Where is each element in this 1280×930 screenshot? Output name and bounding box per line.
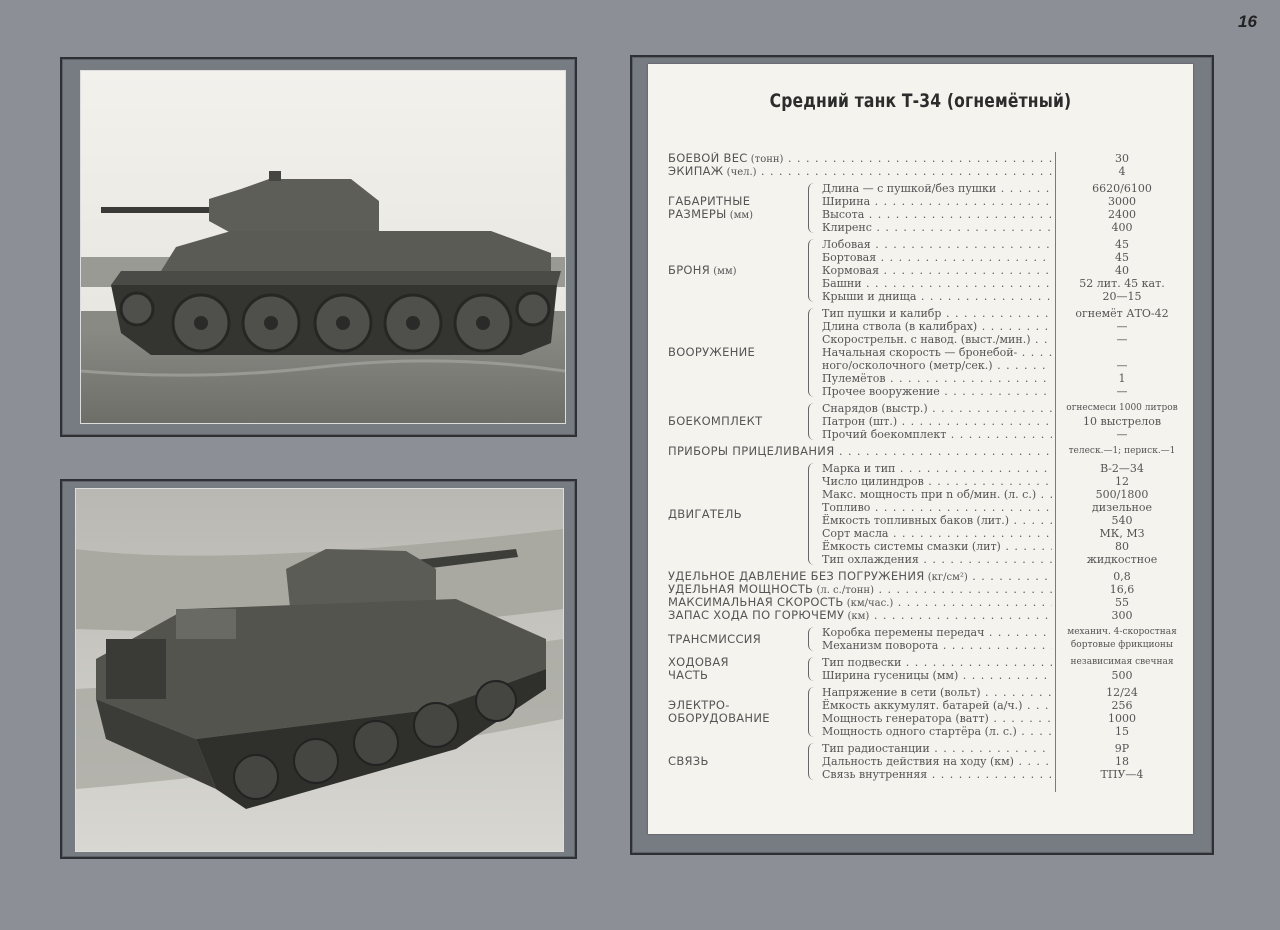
spec-value: 2400 [1108, 208, 1136, 221]
brace [808, 743, 819, 780]
spec-category: БРОНЯ (мм) [668, 263, 737, 277]
spec-value: механич. 4-скоростная [1067, 627, 1177, 637]
spec-value: 15 [1115, 725, 1129, 738]
spec-category: ГАБАРИТНЫЕ РАЗМЕРЫ (мм) [668, 194, 754, 221]
spec-label: Напряжение в сети (вольт) . . . [822, 686, 1052, 699]
spec-label: Патрон (шт.) . . . [822, 415, 1052, 428]
spec-label: Тип охлаждения . . . [822, 553, 1052, 566]
spec-value: 400 [1111, 221, 1133, 234]
spec-label: Снарядов (выстр.) . . . [822, 402, 1052, 415]
spec-label: ПРИБОРЫ ПРИЦЕЛИВАНИЯ . . . [668, 445, 1052, 458]
spec-label: ЭКИПАЖ (чел.) . . . [668, 165, 1052, 179]
spec-value: — [1116, 359, 1128, 372]
spec-value: 30 [1115, 152, 1129, 165]
spec-label: Ёмкость аккумулят. батарей (а/ч.) . . . [822, 699, 1052, 712]
spec-value: 3000 [1108, 195, 1136, 208]
spec-label: Прочий боекомплект . . . [822, 428, 1052, 441]
spec-label: Тип подвески . . . [822, 656, 1052, 669]
tank-rear-illustration [76, 489, 563, 851]
spec-label: Лобовая . . . [822, 238, 1052, 251]
spec-label: Связь внутренняя . . . [822, 768, 1052, 781]
spec-label: МАКСИМАЛЬНАЯ СКОРОСТЬ (км/час.) . . . [668, 596, 1052, 610]
spec-label: Макс. мощность при n об/мин. (л. с.) . . . [822, 488, 1052, 501]
spec-value: 300 [1111, 609, 1133, 622]
brace [808, 239, 819, 302]
spec-label: Тип пушки и калибр . . . [822, 307, 1052, 320]
spec-label: Механизм поворота . . . [822, 639, 1052, 652]
spec-value: 6620/6100 [1092, 182, 1152, 195]
spec-label: Топливо . . . [822, 501, 1052, 514]
spec-value: 256 [1111, 699, 1133, 712]
spec-category: ТРАНСМИССИЯ [668, 631, 761, 646]
spec-label: БОЕВОЙ ВЕС (тонн) . . . [668, 152, 1052, 166]
spec-value: ТПУ—4 [1100, 768, 1144, 781]
spec-value: 45 [1115, 238, 1129, 251]
spec-value: 18 [1115, 755, 1129, 768]
spec-label: Прочее вооружение . . . [822, 385, 1052, 398]
spec-label: УДЕЛЬНОЕ ДАВЛЕНИЕ БЕЗ ПОГРУЖЕНИЯ (кг/см²) . . . [668, 570, 1052, 584]
spec-label: Длина ствола (в калибрах) . . . [822, 320, 1052, 333]
spec-label: УДЕЛЬНАЯ МОЩНОСТЬ (л. с./тонн) . . . [668, 583, 1052, 597]
spec-value: 9Р [1114, 742, 1130, 755]
spec-table [648, 64, 1193, 834]
spec-category: ВООРУЖЕНИЕ [668, 345, 756, 359]
spec-value: 12 [1115, 475, 1129, 488]
spec-label: Высота . . . [822, 208, 1052, 221]
brace [808, 463, 819, 565]
spec-label: Крыши и днища . . . [822, 290, 1052, 303]
spec-value: 0,8 [1113, 570, 1131, 583]
spec-value: 500/1800 [1095, 488, 1149, 501]
spec-label: Мощность одного стартёра (л. с.) . . . [822, 725, 1052, 738]
spec-value: 1 [1118, 372, 1126, 385]
spec-value: — [1116, 320, 1128, 333]
spec-label: Ширина . . . [822, 195, 1052, 208]
brace [808, 627, 819, 651]
spec-value: 10 выстрелов [1082, 415, 1162, 428]
spec-value: 16,6 [1109, 583, 1135, 596]
brace [808, 403, 819, 440]
spec-value: — [1116, 385, 1128, 398]
spec-value: 20—15 [1102, 290, 1142, 303]
tank-side-photo [80, 70, 566, 424]
spec-category: ДВИГАТЕЛЬ [668, 506, 742, 521]
spec-value: 45 [1115, 251, 1129, 264]
spec-label: Ёмкость топливных баков (лит.) . . . [822, 514, 1052, 527]
spec-value: телеск.—1; периск.—1 [1068, 446, 1176, 456]
spec-category: БОЕКОМПЛЕКТ [668, 414, 763, 428]
spec-label: Бортовая . . . [822, 251, 1052, 264]
brace [808, 657, 819, 681]
spec-value: — [1116, 333, 1128, 346]
spec-category: ЭЛЕКТРО- ОБОРУДОВАНИЕ [668, 698, 770, 725]
spec-value: 1000 [1108, 712, 1136, 725]
spec-value: огнемёт АТО-42 [1075, 307, 1169, 320]
spec-value: 4 [1118, 165, 1126, 178]
spec-value: жидкостное [1086, 553, 1158, 566]
spec-label: Башни . . . [822, 277, 1052, 290]
spec-category: СВЯЗЬ [668, 754, 709, 768]
spec-value: независимая свечная [1070, 657, 1174, 667]
spec-value: 540 [1111, 514, 1133, 527]
spec-label: Длина — с пушкой/без пушки . . . [822, 182, 1052, 195]
spec-label: Ёмкость системы смазки (лит) . . . [822, 540, 1052, 553]
spec-value: 12/24 [1106, 686, 1138, 699]
spec-label: Сорт масла . . . [822, 527, 1052, 540]
spec-label: Марка и тип . . . [822, 462, 1052, 475]
tank-side-illustration [81, 71, 565, 423]
spec-value: огнесмеси 1000 литров [1066, 403, 1178, 413]
spec-label: Клиренс . . . [822, 221, 1052, 234]
spec-value: 52 лит. 45 кат. [1079, 277, 1165, 290]
spec-label: Мощность генератора (ватт) . . . [822, 712, 1052, 725]
spec-sheet [648, 64, 1193, 834]
tank-rear-photo [75, 488, 564, 852]
spec-value: 500 [1111, 669, 1133, 682]
spec-label: Тип радиостанции . . . [822, 742, 1052, 755]
spec-category: ХОДОВАЯ ЧАСТЬ [668, 655, 729, 682]
spec-value: МК, МЗ [1099, 527, 1145, 540]
spec-value: 40 [1115, 264, 1129, 277]
spec-value: — [1116, 428, 1128, 441]
spec-label: Число цилиндров . . . [822, 475, 1052, 488]
sheet-title: Средний танк Т-34 (огнемётный) [769, 90, 1072, 112]
brace [808, 308, 819, 397]
spec-label: ЗАПАС ХОДА ПО ГОРЮЧЕМУ (км) . . . [668, 609, 1052, 623]
spec-label: Пулемётов . . . [822, 372, 1052, 385]
spec-value: дизельное [1091, 501, 1153, 514]
spec-label: Скорострельн. с навод. (выст./мин.) . . . [822, 333, 1052, 346]
spec-label: Ширина гусеницы (мм) . . . [822, 669, 1052, 682]
brace [808, 183, 819, 233]
spec-label: Кормовая . . . [822, 264, 1052, 277]
spec-value: бортовые фрикционы [1070, 640, 1174, 650]
spec-value: 80 [1115, 540, 1129, 553]
brace [808, 687, 819, 737]
spec-label: Коробка перемены передач . . . [822, 626, 1052, 639]
spec-label: ного/осколочного (метр/сек.) . . . [822, 359, 1052, 372]
spec-label: Начальная скорость — бронебой- . . . [822, 346, 1052, 359]
spec-value: В-2—34 [1100, 462, 1144, 475]
spec-value: 55 [1115, 596, 1129, 609]
page-number: 16 [1238, 12, 1257, 31]
spec-label: Дальность действия на ходу (км) . . . [822, 755, 1052, 768]
